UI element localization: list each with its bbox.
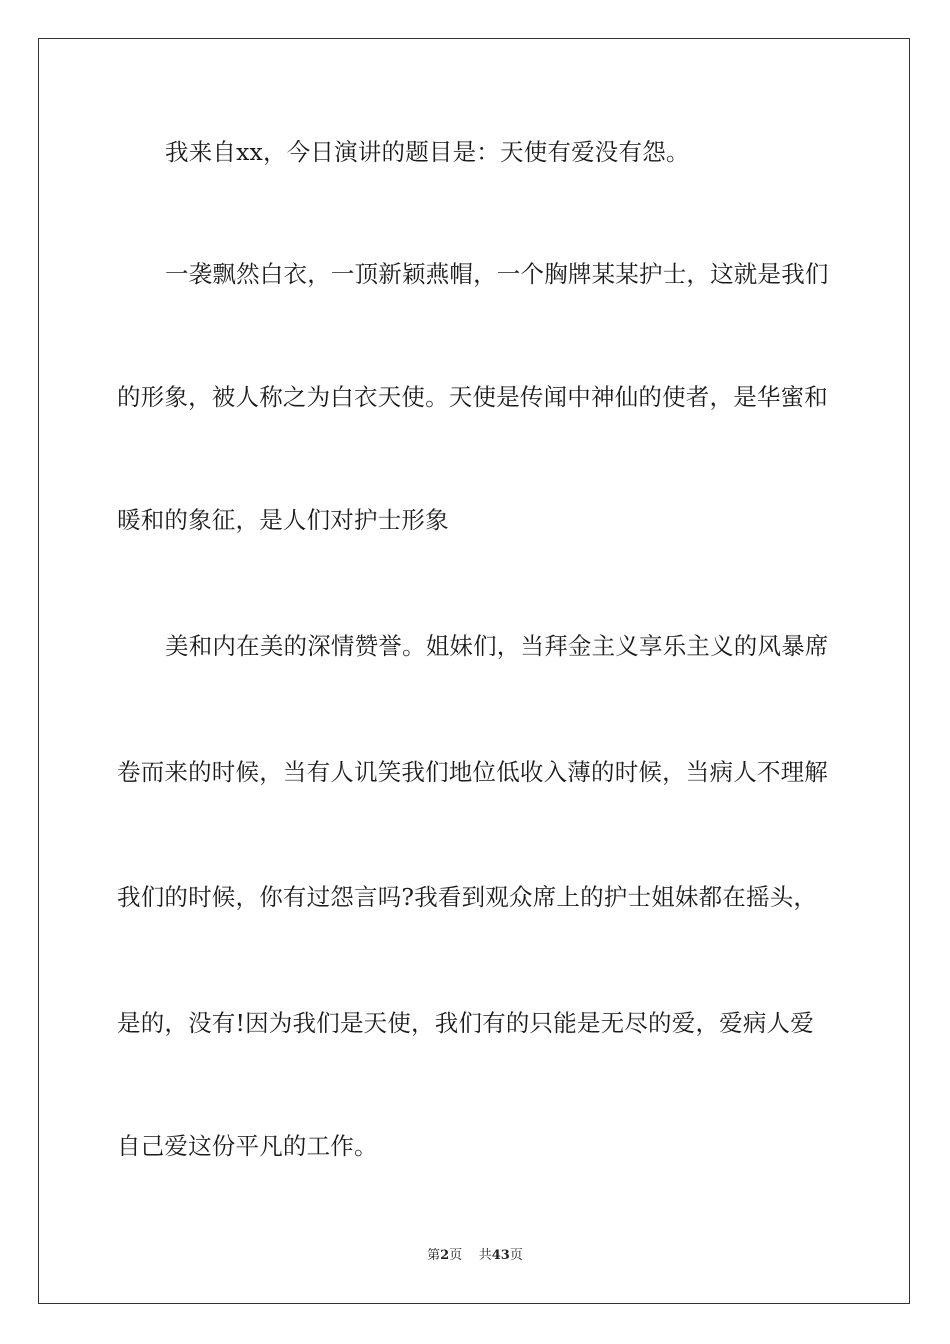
paragraph-line-2: 一袭飘然白衣，一顶新颖燕帽，一个胸牌某某护士，这就是我们: [165, 260, 829, 288]
paragraph-line-8: 是的，没有!因为我们是天使，我们有的只能是无尽的爱，爱病人爱: [117, 1009, 814, 1037]
paragraph-line-4: 暖和的象征，是人们对护士形象: [117, 506, 449, 534]
page-footer: [0, 1247, 950, 1265]
paragraph-line-9: 自己爱这份平凡的工作。: [117, 1132, 378, 1160]
paragraph-line-6: 卷而来的时候，当有人讥笑我们地位低收入薄的时候，当病人不理解: [117, 758, 828, 786]
footer-total-pages: 43: [491, 1248, 510, 1263]
paragraph-line-3: 的形象，被人称之为白衣天使。天使是传闻中神仙的使者，是华蜜和: [117, 383, 828, 411]
paragraph-line-5: 美和内在美的深情赞誉。姐妹们，当拜金主义享乐主义的风暴席: [165, 632, 829, 660]
footer-page-number: 2: [440, 1248, 450, 1263]
footer-total-suffix: 页: [509, 1248, 523, 1263]
footer-total-prefix: 共: [478, 1248, 492, 1263]
paragraph-line-1: 我来自xx，今日演讲的题目是：天使有爱没有怨。: [165, 138, 690, 166]
footer-page-suffix: 页: [449, 1248, 463, 1263]
page-border: [38, 38, 910, 1304]
footer-page-prefix: 第: [427, 1248, 441, 1263]
paragraph-line-7: 我们的时候，你有过怨言吗?我看到观众席上的护士姐妹都在摇头，: [117, 883, 818, 911]
